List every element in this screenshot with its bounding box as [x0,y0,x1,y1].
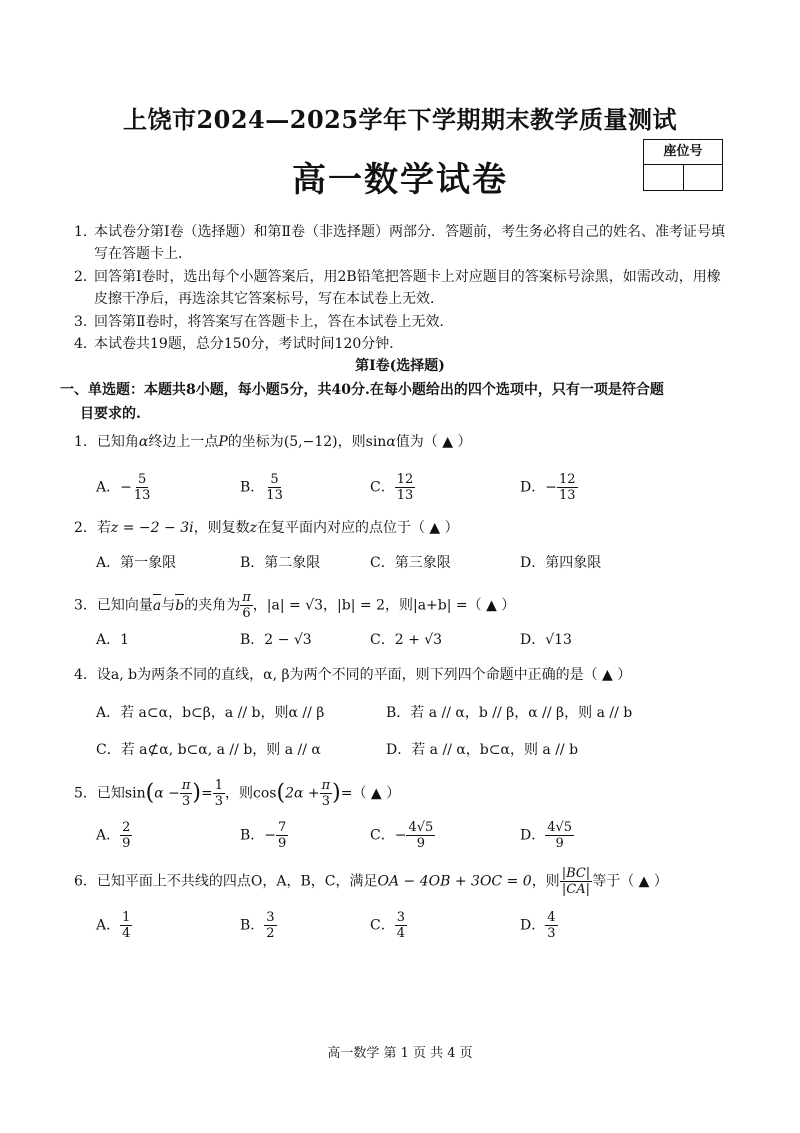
question-6: 6．已知平面上不共线的四点O，A，B，C，满足OA − 4OB + 3OC = 0，则 $\frac{|BC|}{|CA|}$ 等于（ ▲ ） [74,866,668,897]
part-line: 一、单选题：本题共8小题，每小题5分，共40分.在每小题给出的四个选项中，只有一项是符合题 [60,382,664,398]
note-item [74,311,734,333]
q5-option-c: C．− $\frac{4√5}{9}$ [370,820,434,851]
q6-option-d: D． $\frac{4}{3}$ [520,910,556,941]
q5-option-b: B．− $\frac{7}{9}$ [240,820,287,851]
q2-option-b: B．第二象限 [240,555,321,571]
q3-option-d: D．√13 [520,632,572,648]
seat-cell [644,165,683,191]
question-1: 1．已知角α终边上一点P的坐标为(5,−12)，则sinα值为（ ▲ ） [74,434,472,450]
answer-placeholder: （ ▲ ） [410,520,459,536]
q2-option-d: D．第四象限 [520,555,602,571]
q5-option-d: D． $\frac{4√5}{9}$ [520,820,573,851]
seat-number-label: 座位号 [644,140,722,165]
note-number: 3． [74,314,97,330]
q6-option-a: A． $\frac{1}{4}$ [96,910,131,941]
note-item [74,266,734,310]
q2-option-c: C．第三象限 [370,555,451,571]
answer-placeholder: （ ▲ ） [583,667,632,683]
question-5: 5．已知sin(α − $\frac{\pi}{3}$ )= $\frac{1}{3}$ ，则cos(2α + $\frac{\pi}{3}$ )=（ ▲ ） [74,778,401,809]
answer-placeholder: （ ▲ ） [423,434,472,450]
note-number: 2． [74,269,97,285]
answer-placeholder: （ ▲ ） [467,597,516,614]
answer-placeholder: （ ▲ ） [620,873,668,890]
exam-title: 上饶市2024—2025学年下学期期末教学质量测试 [122,105,678,134]
note-item [74,221,734,265]
q2-option-a: A．第一象限 [96,555,177,571]
q6-option-b: B． $\frac{3}{2}$ [240,910,275,941]
seat-cell [683,165,723,191]
q1-option-d: D．− $\frac{12}{13}$ [520,472,576,503]
note-number: 4． [74,336,97,352]
answer-placeholder: （ ▲ ） [352,785,401,802]
question-4: 4．设a, b为两条不同的直线，α, β为两个不同的平面，则下列四个命题中正确的是（ ▲ ） [74,667,632,683]
q1-option-c: C． $\frac{12}{13}$ [370,472,414,503]
seat-number-box [643,139,723,191]
section-title: 第Ⅰ卷(选择题) [355,358,445,374]
q1-option-b: B． $\frac{5}{13}$ [240,472,283,503]
note-text: 回答第Ⅱ卷时，将答案写在答题卡上，答在本试卷上无效． [94,314,454,330]
q4-option-a: A．若 a⊂α，b⊂β，a // b，则α // β [96,705,325,721]
note-text: 本试卷共19题，总分150分，考试时间120分钟． [94,336,404,352]
q4-option-d: D．若 a // α，b⊂α，则 a // b [386,742,579,758]
q5-option-a: A． $\frac{2}{9}$ [96,820,131,851]
question-2: 2．若z = −2 − 3i，则复数z在复平面内对应的点位于（ ▲ ） [74,520,459,536]
q4-option-b: B．若 a // α，b // β，α // β，则 a // b [386,705,633,721]
q3-option-c: C．2 + √3 [370,632,443,648]
note-item [74,333,734,355]
part-line: 目要求的. [80,406,141,422]
q3-option-b: B．2 − √3 [240,632,312,648]
note-text: 回答第Ⅰ卷时，选出每个小题答案后，用2B铅笔把答题卡上对应题目的答案标号涂黑，如需改动，用橡皮擦干净后，再选涂其它答案标号，写在本试卷上无效． [94,269,721,307]
part-instructions [60,378,740,426]
q1-option-a: A．− $\frac{5}{13}$ [96,472,151,503]
note-text: 本试卷分第Ⅰ卷（选择题）和第Ⅱ卷（非选择题）两部分．答题前，考生务必将自己的姓名、准考证号填写在答题卡上． [94,224,726,262]
page-footer: 高一数学 第 1 页 共 4 页 [327,1046,473,1061]
q6-option-c: C． $\frac{3}{4}$ [370,910,405,941]
q4-option-c: C．若 a⊄α, b⊂α, a // b，则 a // α [96,742,321,758]
note-number: 1． [74,224,97,240]
q3-option-a: A．1 [96,632,130,648]
exam-subtitle: 高一数学试卷 [292,160,508,200]
question-3: 3．已知向量a与b的夹角为 $\frac{\pi}{6}$ ，|a| = √3，|b| = 2，则|a+b| =（ ▲ ） [74,590,516,621]
